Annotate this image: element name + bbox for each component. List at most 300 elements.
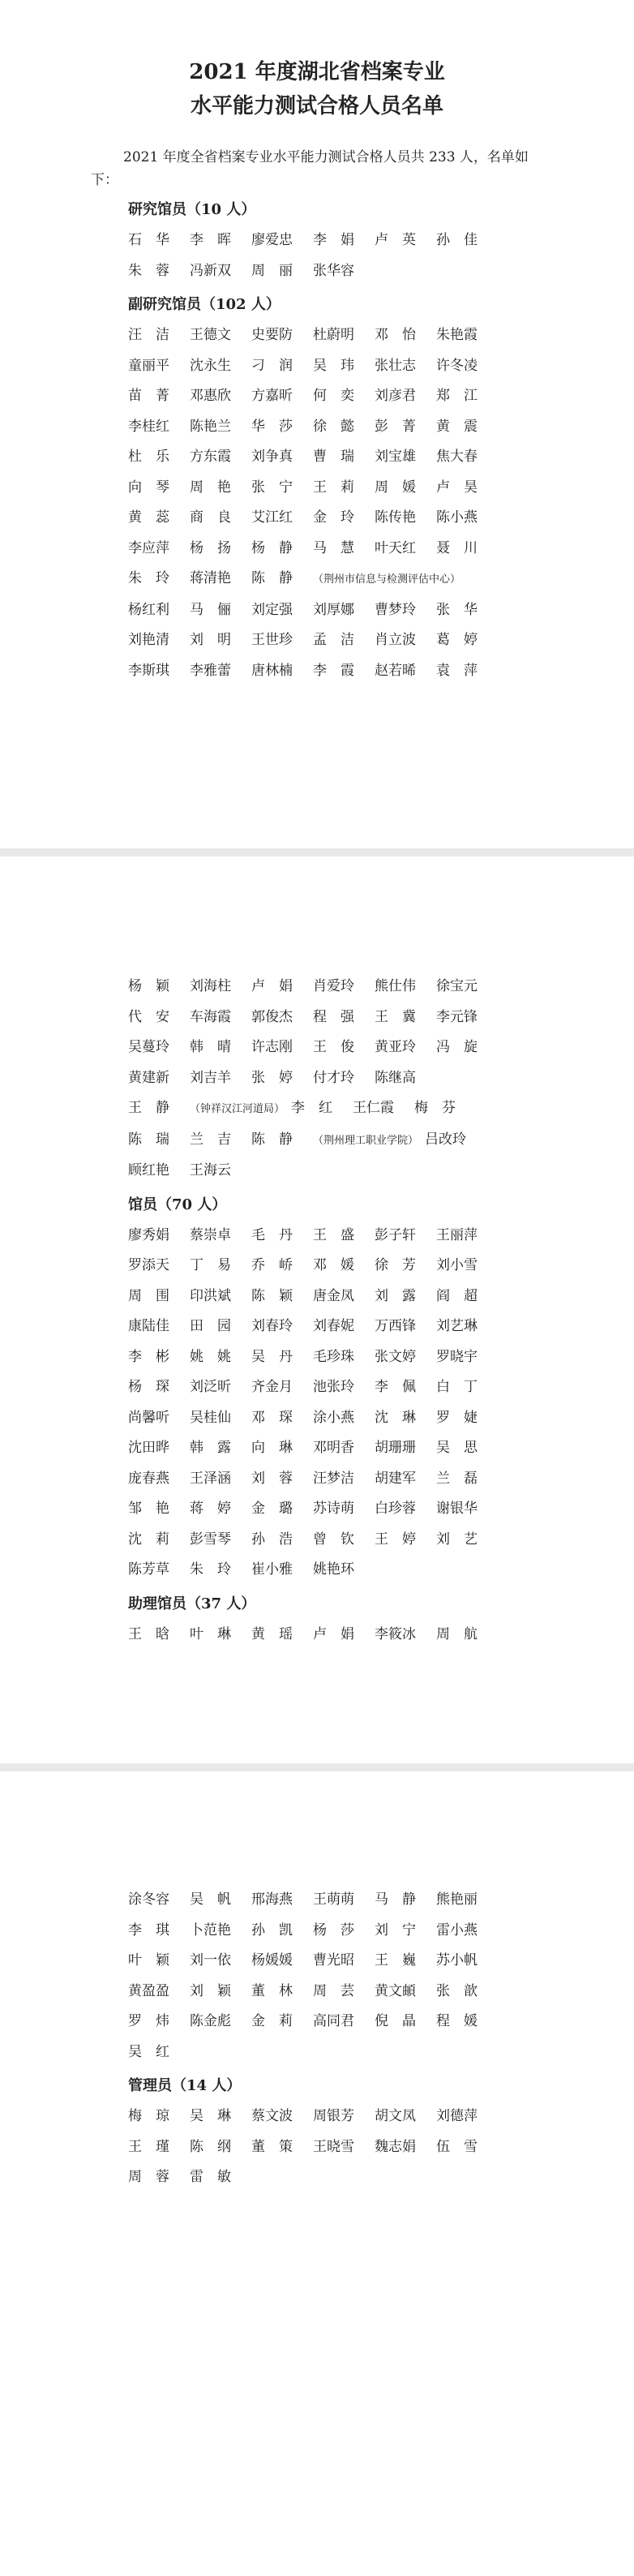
person-name: 聂 川 bbox=[436, 539, 478, 556]
name-row bbox=[128, 473, 634, 504]
person-name: 苏小帆 bbox=[436, 1952, 478, 1968]
person-name: 董 林 bbox=[251, 1982, 293, 1999]
name-row bbox=[128, 1525, 634, 1556]
person-name: 向 琳 bbox=[251, 1440, 293, 1456]
person-name: 蔡崇卓 bbox=[190, 1226, 231, 1243]
document-title-line2: 水平能力测试合格人员名单 bbox=[190, 94, 443, 118]
category-name-list bbox=[0, 320, 634, 686]
person-name: 李桂红 bbox=[128, 418, 169, 435]
person-name: 朱艳霞 bbox=[436, 327, 478, 343]
person-name: 蔡文波 bbox=[251, 2108, 293, 2124]
person-name: 姚艳环 bbox=[313, 1561, 354, 1578]
person-name: 沈 莉 bbox=[128, 1531, 169, 1548]
person-name: 李元锋 bbox=[436, 1008, 478, 1025]
person-name: 阎 超 bbox=[436, 1287, 478, 1304]
person-name: 黄盈盈 bbox=[128, 1982, 169, 1999]
person-name: 丁 易 bbox=[190, 1257, 231, 1273]
person-name: 朱 玲 bbox=[190, 1561, 231, 1578]
person-name: 张壮志 bbox=[375, 357, 416, 374]
person-name: 吴 红 bbox=[128, 2043, 169, 2060]
person-name: 周 艳 bbox=[190, 479, 231, 496]
person-name: 蒋 婷 bbox=[190, 1501, 231, 1517]
person-name: 冯 旋 bbox=[436, 1039, 478, 1055]
person-name: 王 瑾 bbox=[128, 2138, 169, 2155]
person-name: 王丽萍 bbox=[436, 1226, 478, 1243]
person-name: 王 俊 bbox=[313, 1039, 354, 1055]
person-name: 马 俪 bbox=[190, 601, 231, 618]
person-name: 车海霞 bbox=[190, 1008, 231, 1025]
name-row bbox=[128, 2102, 634, 2132]
name-row bbox=[128, 1033, 634, 1063]
person-name: 刘宝雄 bbox=[375, 449, 416, 465]
person-name: 许志刚 bbox=[251, 1039, 293, 1055]
person-name: 刘一依 bbox=[190, 1952, 231, 1968]
person-name: 王德文 bbox=[190, 327, 231, 343]
person-name: 王海云 bbox=[190, 1162, 231, 1179]
category-heading: 管理员（14 人） bbox=[128, 2077, 242, 2094]
person-name: 肖立波 bbox=[375, 632, 416, 648]
person-name: 雷小燕 bbox=[436, 1921, 478, 1938]
intro-paragraph: 2021 年度全省档案专业水平能力测试合格人员共 233 人，名单如下： bbox=[91, 149, 529, 188]
person-name: 艾江红 bbox=[251, 509, 293, 526]
person-name: 石 华 bbox=[128, 232, 169, 248]
person-name: 童丽平 bbox=[128, 357, 169, 374]
person-name: 朱 蓉 bbox=[128, 262, 169, 279]
person-name: 袁 萍 bbox=[436, 662, 478, 679]
person-name: 邓 怡 bbox=[375, 327, 416, 343]
name-row bbox=[128, 1372, 634, 1403]
person-name: 张文婷 bbox=[375, 1348, 416, 1365]
person-name: 张 歆 bbox=[436, 1982, 478, 1999]
person-name: 倪 晶 bbox=[375, 2013, 416, 2029]
person-name: 周 蓉 bbox=[128, 2169, 169, 2185]
name-row bbox=[128, 1282, 634, 1312]
person-name: 张华容 bbox=[313, 262, 354, 279]
name-row bbox=[128, 1125, 634, 1157]
affiliation-note: （钟祥汉江河道局） bbox=[190, 1103, 285, 1115]
name-row bbox=[128, 1555, 634, 1586]
person-name: 杨 莎 bbox=[313, 1921, 354, 1938]
person-name: 葛 婷 bbox=[436, 632, 478, 648]
person-name: 冯新双 bbox=[190, 262, 231, 279]
name-row bbox=[128, 503, 634, 534]
person-name: 胡珊珊 bbox=[375, 1440, 416, 1456]
document-page-3 bbox=[0, 1771, 634, 2576]
person-name: 吴 思 bbox=[436, 1440, 478, 1456]
person-name: 刘春妮 bbox=[313, 1318, 354, 1334]
person-name: 陈芳草 bbox=[128, 1561, 169, 1578]
person-name: 陈小燕 bbox=[436, 509, 478, 526]
person-name: 卢 昊 bbox=[436, 479, 478, 496]
person-name: 王晓雪 bbox=[313, 2138, 354, 2155]
person-name: 曹光昭 bbox=[313, 1952, 354, 1968]
name-row bbox=[128, 1946, 634, 1977]
person-name: 崔小雅 bbox=[251, 1561, 293, 1578]
name-row bbox=[128, 1342, 634, 1373]
person-name: 刘定强 bbox=[251, 601, 293, 618]
person-name: 刘 露 bbox=[375, 1287, 416, 1304]
person-name: 刘 蓉 bbox=[251, 1470, 293, 1487]
name-row bbox=[128, 1885, 634, 1916]
person-name: 刘泛昕 bbox=[190, 1379, 231, 1395]
person-name: 刘艺琳 bbox=[436, 1318, 478, 1334]
person-name: 黄亚玲 bbox=[375, 1039, 416, 1055]
person-name: 吴 丹 bbox=[251, 1348, 293, 1365]
document-page-2 bbox=[0, 857, 634, 1763]
person-name: 齐金月 bbox=[251, 1379, 293, 1395]
person-name: 李应萍 bbox=[128, 539, 169, 556]
person-name: 许冬凌 bbox=[436, 357, 478, 374]
person-name: 程 媛 bbox=[436, 2013, 478, 2029]
person-name: 黄建新 bbox=[128, 1069, 169, 1086]
person-name: 汪梦洁 bbox=[313, 1470, 354, 1487]
person-name: 程 强 bbox=[313, 1008, 354, 1025]
person-name: 唐金凤 bbox=[313, 1287, 354, 1304]
person-name: 杨红利 bbox=[128, 601, 169, 618]
person-name: 尚馨听 bbox=[128, 1409, 169, 1426]
person-name: 曹 瑞 bbox=[313, 449, 354, 465]
person-name: 廖爱忠 bbox=[251, 232, 293, 248]
person-name: 吴 玮 bbox=[313, 357, 354, 374]
person-name: 梅 芬 bbox=[414, 1100, 456, 1116]
person-name: 李斯琪 bbox=[128, 662, 169, 679]
person-name: 孙 凯 bbox=[251, 1921, 293, 1938]
person-name: 杨媛媛 bbox=[251, 1952, 293, 1968]
person-name: 徐 懿 bbox=[313, 418, 354, 435]
person-name: 张 宁 bbox=[251, 479, 293, 496]
person-name: 刘争真 bbox=[251, 449, 293, 465]
person-name: 魏志娟 bbox=[375, 2138, 416, 2155]
category-name-list bbox=[0, 1221, 634, 1586]
person-name: 王 盛 bbox=[313, 1226, 354, 1243]
person-name: 白珍蓉 bbox=[375, 1501, 416, 1517]
person-name: 姚 姚 bbox=[190, 1348, 231, 1365]
person-name: 田 园 bbox=[190, 1318, 231, 1334]
person-name: 罗 婕 bbox=[436, 1409, 478, 1426]
person-name: 白 丁 bbox=[436, 1379, 478, 1395]
person-name: 王世珍 bbox=[251, 632, 293, 648]
person-name: 徐宝元 bbox=[436, 978, 478, 994]
person-name: 方东霞 bbox=[190, 449, 231, 465]
person-name: 黄文頔 bbox=[375, 1982, 416, 1999]
name-row bbox=[128, 1977, 634, 2007]
person-name: 周 丽 bbox=[251, 262, 293, 279]
person-name: 华 莎 bbox=[251, 418, 293, 435]
name-row bbox=[128, 1494, 634, 1525]
person-name: 叶天红 bbox=[375, 539, 416, 556]
person-name: 刘德萍 bbox=[436, 2108, 478, 2124]
person-name: 郭俊杰 bbox=[251, 1008, 293, 1025]
person-name: 孟 洁 bbox=[313, 632, 354, 648]
person-name: 邓 琛 bbox=[251, 1409, 293, 1426]
name-row bbox=[128, 534, 634, 565]
person-name: 沈永生 bbox=[190, 357, 231, 374]
person-name: 刘彦君 bbox=[375, 388, 416, 404]
person-name: 王萌萌 bbox=[313, 1891, 354, 1908]
person-name: 王 晗 bbox=[128, 1625, 169, 1642]
person-name: 顾红艳 bbox=[128, 1162, 169, 1179]
name-row bbox=[128, 381, 634, 412]
person-name: 陈 纲 bbox=[190, 2138, 231, 2155]
person-name: 邓惠欣 bbox=[190, 388, 231, 404]
person-name: 陈艳兰 bbox=[190, 418, 231, 435]
person-name: 方嘉昕 bbox=[251, 388, 293, 404]
person-name: 雷 敏 bbox=[190, 2169, 231, 2185]
person-name: 金 莉 bbox=[251, 2013, 293, 2029]
person-name: 杨 颖 bbox=[128, 978, 169, 994]
person-name: 吴蔓玲 bbox=[128, 1039, 169, 1055]
person-name: 邢海燕 bbox=[251, 1891, 293, 1908]
person-name: 朱 玲 bbox=[128, 570, 169, 586]
person-name: 杜 乐 bbox=[128, 449, 169, 465]
person-name: 卜范艳 bbox=[190, 1921, 231, 1938]
page1-name-list bbox=[0, 198, 634, 686]
person-name: 沈田晔 bbox=[128, 1440, 169, 1456]
person-name: 刘 明 bbox=[190, 632, 231, 648]
person-name: 金 璐 bbox=[251, 1501, 293, 1517]
name-row bbox=[128, 1464, 634, 1495]
person-name: 沈 琳 bbox=[375, 1409, 416, 1426]
person-name: 罗 炜 bbox=[128, 2013, 169, 2029]
person-name: 吴桂仙 bbox=[190, 1409, 231, 1426]
person-name: 徐 芳 bbox=[375, 1257, 416, 1273]
person-name: 李 红 bbox=[291, 1100, 333, 1116]
category-heading: 馆员（70 人） bbox=[128, 1196, 227, 1213]
person-name: 涂冬容 bbox=[128, 1891, 169, 1908]
name-row bbox=[128, 1433, 634, 1464]
person-name: 熊艳丽 bbox=[436, 1891, 478, 1908]
name-row bbox=[128, 442, 634, 473]
person-name: 彭雪琴 bbox=[190, 1531, 231, 1548]
person-name: 何 奕 bbox=[313, 388, 354, 404]
person-name: 李 晖 bbox=[190, 232, 231, 248]
person-name: 杨 琛 bbox=[128, 1379, 169, 1395]
person-name: 陈 静 bbox=[251, 570, 293, 586]
person-name: 孙 佳 bbox=[436, 232, 478, 248]
category-heading: 研究馆员（10 人） bbox=[128, 201, 256, 218]
page3-name-list bbox=[0, 2074, 634, 2193]
person-name: 杨 扬 bbox=[190, 539, 231, 556]
person-name: 王 莉 bbox=[313, 479, 354, 496]
person-name: 兰 磊 bbox=[436, 1470, 478, 1487]
person-name: 李 佩 bbox=[375, 1379, 416, 1395]
person-name: 王 婷 bbox=[375, 1531, 416, 1548]
category-name-list bbox=[0, 2102, 634, 2193]
person-name: 王仁霞 bbox=[353, 1100, 395, 1116]
person-name: 曹梦玲 bbox=[375, 601, 416, 618]
person-name: 商 良 bbox=[190, 509, 231, 526]
person-name: 唐林楠 bbox=[251, 662, 293, 679]
person-name: 刘 颖 bbox=[190, 1982, 231, 1999]
name-row bbox=[128, 1403, 634, 1434]
person-name: 伍 雪 bbox=[436, 2138, 478, 2155]
person-name: 苗 菁 bbox=[128, 388, 169, 404]
person-name: 毛 丹 bbox=[251, 1226, 293, 1243]
name-row bbox=[128, 1221, 634, 1252]
person-name: 李 彬 bbox=[128, 1348, 169, 1365]
name-row bbox=[128, 1002, 634, 1033]
person-name: 焦大春 bbox=[436, 449, 478, 465]
person-name: 陈传艳 bbox=[375, 509, 416, 526]
document-title-line1: 2021 年度湖北省档案专业 bbox=[189, 60, 445, 84]
person-name: 胡文凤 bbox=[375, 2108, 416, 2124]
person-name: 王泽涵 bbox=[190, 1470, 231, 1487]
person-name: 肖爱玲 bbox=[313, 978, 354, 994]
category-name-list bbox=[0, 225, 634, 286]
person-name: 苏诗萌 bbox=[313, 1501, 354, 1517]
person-name: 卢 英 bbox=[375, 232, 416, 248]
person-name: 向 琴 bbox=[128, 479, 169, 496]
name-row bbox=[128, 2007, 634, 2037]
person-name: 卢 娟 bbox=[313, 1625, 354, 1642]
person-name: 刘 宁 bbox=[375, 1921, 416, 1938]
person-name: 彭子轩 bbox=[375, 1226, 416, 1243]
person-name: 刘吉羊 bbox=[190, 1069, 231, 1086]
person-name: 庞春燕 bbox=[128, 1470, 169, 1487]
name-row bbox=[128, 1093, 634, 1125]
person-name: 代 安 bbox=[128, 1008, 169, 1025]
person-name: 杜蔚明 bbox=[313, 327, 354, 343]
person-name: 刘厚娜 bbox=[313, 601, 354, 618]
name-row bbox=[128, 1251, 634, 1282]
person-name: 彭 菁 bbox=[375, 418, 416, 435]
person-name: 周 芸 bbox=[313, 1982, 354, 1999]
person-name: 李雅蕾 bbox=[190, 662, 231, 679]
name-row bbox=[128, 351, 634, 382]
person-name: 韩 晴 bbox=[190, 1039, 231, 1055]
name-row bbox=[128, 2132, 634, 2163]
name-row bbox=[128, 2037, 634, 2068]
person-name: 康陆佳 bbox=[128, 1318, 169, 1334]
category-heading: 副研究馆员（102 人） bbox=[128, 296, 281, 313]
person-name: 印洪斌 bbox=[190, 1287, 231, 1304]
person-name: 刘春玲 bbox=[251, 1318, 293, 1334]
person-name: 马 慧 bbox=[313, 539, 354, 556]
person-name: 马 静 bbox=[375, 1891, 416, 1908]
category-name-list bbox=[0, 1620, 634, 1651]
name-row bbox=[128, 2162, 634, 2193]
person-name: 陈继高 bbox=[375, 1069, 416, 1086]
person-name: 吴 帆 bbox=[190, 1891, 231, 1908]
person-name: 史要防 bbox=[251, 327, 293, 343]
name-row bbox=[128, 595, 634, 626]
person-name: 杨 静 bbox=[251, 539, 293, 556]
person-name: 吴 琳 bbox=[190, 2108, 231, 2124]
person-name: 付才玲 bbox=[313, 1069, 354, 1086]
person-name: 刘小雪 bbox=[436, 1257, 478, 1273]
name-row bbox=[128, 225, 634, 256]
person-name: 郑 江 bbox=[436, 388, 478, 404]
person-name: 卢 娟 bbox=[251, 978, 293, 994]
name-row bbox=[128, 972, 634, 1002]
person-name: 涂小燕 bbox=[313, 1409, 354, 1426]
name-row bbox=[128, 412, 634, 443]
person-name: 刘 艺 bbox=[436, 1531, 478, 1548]
person-name: 李 娟 bbox=[313, 232, 354, 248]
page2-name-list bbox=[0, 1193, 634, 1651]
person-name: 吕改玲 bbox=[425, 1131, 467, 1148]
person-name: 王 冀 bbox=[375, 1008, 416, 1025]
person-name: 黄 瑶 bbox=[251, 1625, 293, 1642]
person-name: 王 巍 bbox=[375, 1952, 416, 1968]
category-heading: 助理馆员（37 人） bbox=[128, 1595, 256, 1612]
person-name: 万西锋 bbox=[375, 1318, 416, 1334]
person-name: 叶 颖 bbox=[128, 1952, 169, 1968]
person-name: 张 华 bbox=[436, 601, 478, 618]
name-row bbox=[128, 1156, 634, 1187]
person-name: 梅 琼 bbox=[128, 2108, 169, 2124]
person-name: 黄 震 bbox=[436, 418, 478, 435]
name-row bbox=[128, 625, 634, 656]
person-name: 赵若晞 bbox=[375, 662, 416, 679]
person-name: 陈 瑞 bbox=[128, 1131, 169, 1148]
person-name: 黄 蕊 bbox=[128, 509, 169, 526]
person-name: 罗添天 bbox=[128, 1257, 169, 1273]
person-name: 王 静 bbox=[128, 1100, 169, 1116]
person-name: 廖秀娟 bbox=[128, 1226, 169, 1243]
name-row bbox=[128, 320, 634, 351]
person-name: 罗晓宇 bbox=[436, 1348, 478, 1365]
person-name: 乔 峤 bbox=[251, 1257, 293, 1273]
person-name: 邹 艳 bbox=[128, 1501, 169, 1517]
page2-continued-list bbox=[0, 972, 634, 1187]
person-name: 陈 静 bbox=[251, 1131, 293, 1148]
person-name: 汪 洁 bbox=[128, 327, 169, 343]
name-row bbox=[128, 1620, 634, 1651]
name-row bbox=[128, 1312, 634, 1342]
person-name: 李 琪 bbox=[128, 1921, 169, 1938]
person-name: 刘艳清 bbox=[128, 632, 169, 648]
person-name: 董 策 bbox=[251, 2138, 293, 2155]
person-name: 邓明香 bbox=[313, 1440, 354, 1456]
person-name: 兰 吉 bbox=[190, 1131, 231, 1148]
person-name: 李筱冰 bbox=[375, 1625, 416, 1642]
person-name: 陈金彪 bbox=[190, 2013, 231, 2029]
person-name: 周银芳 bbox=[313, 2108, 354, 2124]
person-name: 周 媛 bbox=[375, 479, 416, 496]
person-name: 韩 露 bbox=[190, 1440, 231, 1456]
person-name: 孙 浩 bbox=[251, 1531, 293, 1548]
person-name: 刁 润 bbox=[251, 357, 293, 374]
person-name: 池张玲 bbox=[313, 1379, 354, 1395]
person-name: 叶 琳 bbox=[190, 1625, 231, 1642]
person-name: 周 围 bbox=[128, 1287, 169, 1304]
person-name: 毛珍珠 bbox=[313, 1348, 354, 1365]
person-name: 张 婷 bbox=[251, 1069, 293, 1086]
affiliation-note: （荆州理工职业学院） bbox=[313, 1134, 419, 1147]
person-name: 蒋清艳 bbox=[190, 570, 231, 586]
person-name: 邓 媛 bbox=[313, 1257, 354, 1273]
person-name: 高同君 bbox=[313, 2013, 354, 2029]
person-name: 陈 颖 bbox=[251, 1287, 293, 1304]
person-name: 曾 钦 bbox=[313, 1531, 354, 1548]
person-name: 金 玲 bbox=[313, 509, 354, 526]
person-name: 周 航 bbox=[436, 1625, 478, 1642]
page3-continued-list bbox=[0, 1885, 634, 2067]
person-name: 刘海柱 bbox=[190, 978, 231, 994]
name-row bbox=[128, 656, 634, 687]
person-name: 李 霞 bbox=[313, 662, 354, 679]
name-row bbox=[128, 256, 634, 287]
person-name: 熊仕伟 bbox=[375, 978, 416, 994]
person-name: 胡建军 bbox=[375, 1470, 416, 1487]
affiliation-note: （荆州市信息与检测评估中心） bbox=[313, 573, 461, 586]
person-name: 谢银华 bbox=[436, 1501, 478, 1517]
document-page-1 bbox=[0, 0, 634, 848]
name-row bbox=[128, 1063, 634, 1094]
name-row bbox=[128, 564, 634, 595]
name-row bbox=[128, 1916, 634, 1947]
